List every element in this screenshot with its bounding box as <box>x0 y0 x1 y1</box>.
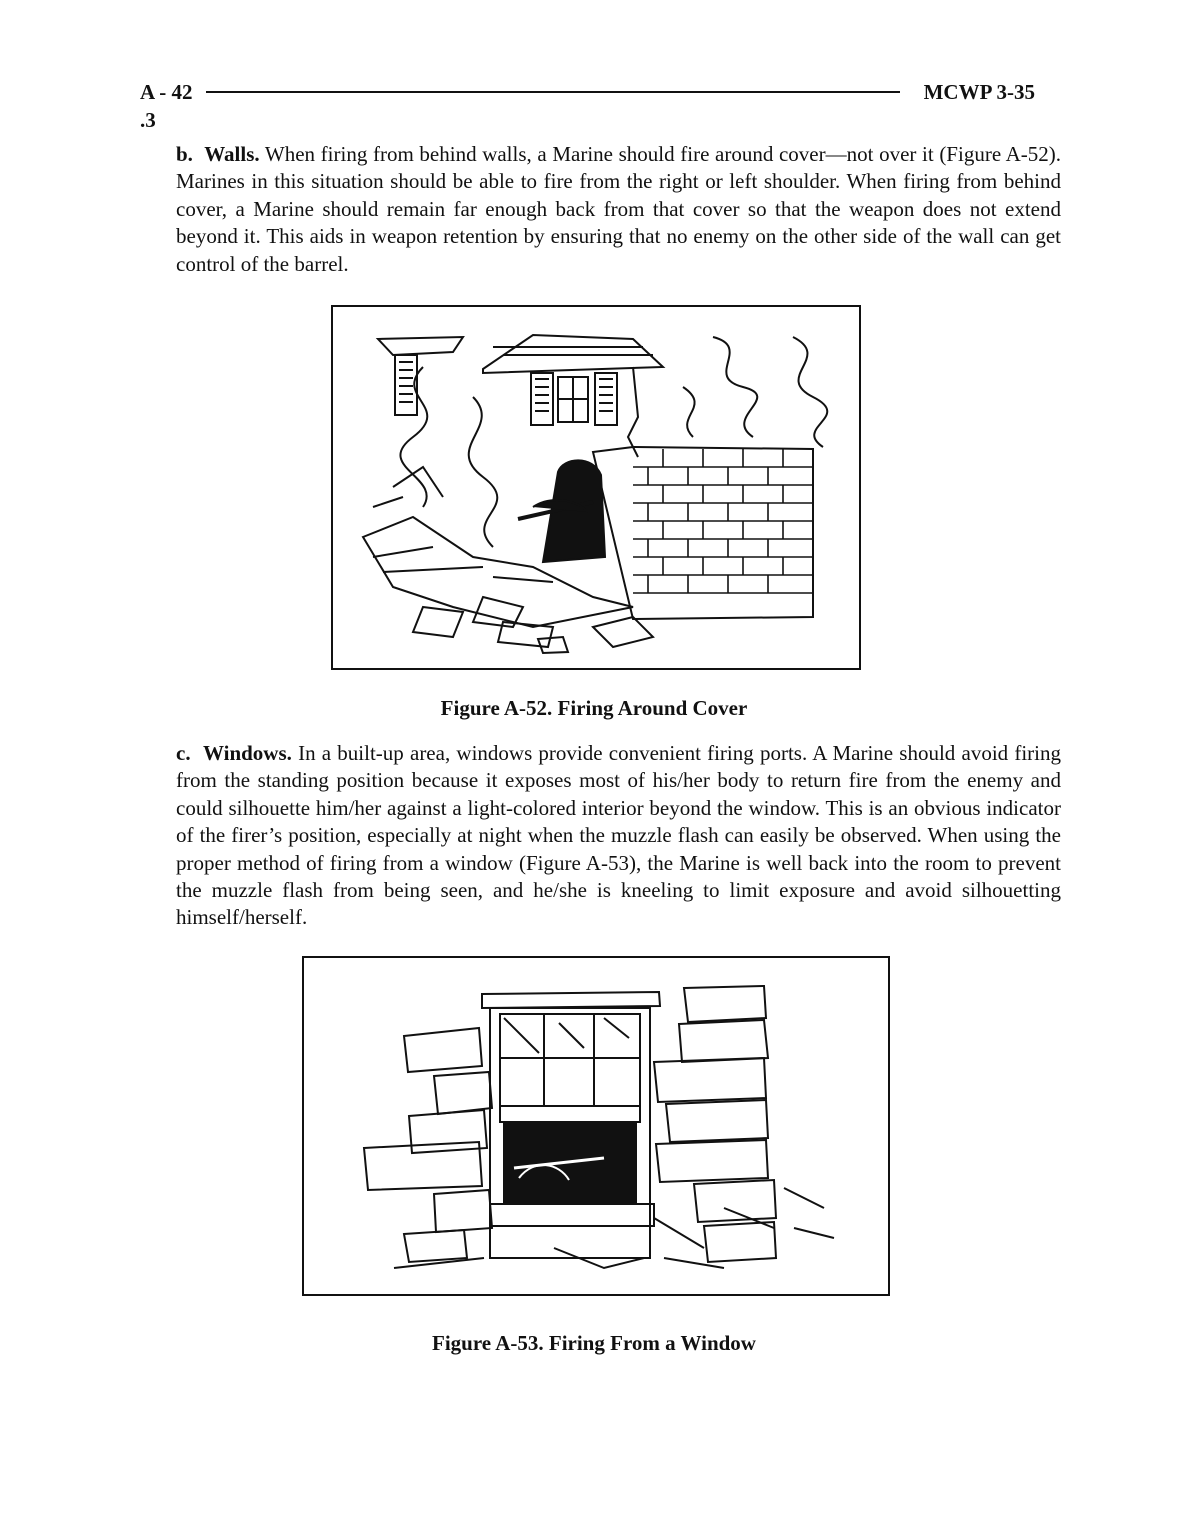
section-body: In a built-up area, windows provide convenient firing ports. A Marine should avoid firing from the standing position because it exposes most of his/her body to return fire from the enemy and could silhouette him/her against a light-colored interior beyond the window. This is an obvious indicator of the firer’s position, especially at night when the muzzle flash can easily be observed. When using the proper method of firing from a window (Figure A-53), the Marine is well back into the room to prevent the muzzle flash from being seen, and he/she is kneeling to limit exposure and avoid silhouetting himself/herself. <box>176 741 1062 930</box>
section-title: Windows. <box>202 741 292 765</box>
firing-around-cover-illustration <box>333 307 859 668</box>
section-label: c. <box>176 741 191 765</box>
firing-from-window-illustration <box>304 958 888 1294</box>
section-body: When firing from behind walls, a Marine should fire around cover—not over it (Figure A-52). Marines in this situation should be able to fire from the right or left shoulder. When firing from behind cover, a Marine should remain far enough back from that cover so that the weapon does not extend beyond it. This aids in weapon retention by ensuring that no enemy on the other side of the wall can get control of the barrel. <box>176 142 1062 276</box>
section-title: Walls. <box>204 142 260 166</box>
figure-firing-from-window <box>302 956 890 1296</box>
section-windows <box>176 740 1061 932</box>
figure-caption: Figure A-53. Firing From a Window <box>432 1331 756 1355</box>
section-label: b. <box>176 142 193 166</box>
header-rule <box>206 91 900 93</box>
figure-caption: Figure A-52. Firing Around Cover <box>440 696 748 720</box>
document-id-continuation: .3 <box>140 108 156 132</box>
document-id: MCWP 3-35 <box>923 80 1035 104</box>
figure-firing-around-cover <box>331 305 861 670</box>
page-header <box>140 80 1035 104</box>
section-walls <box>176 141 1061 278</box>
page-number: A - 42 <box>140 80 193 104</box>
